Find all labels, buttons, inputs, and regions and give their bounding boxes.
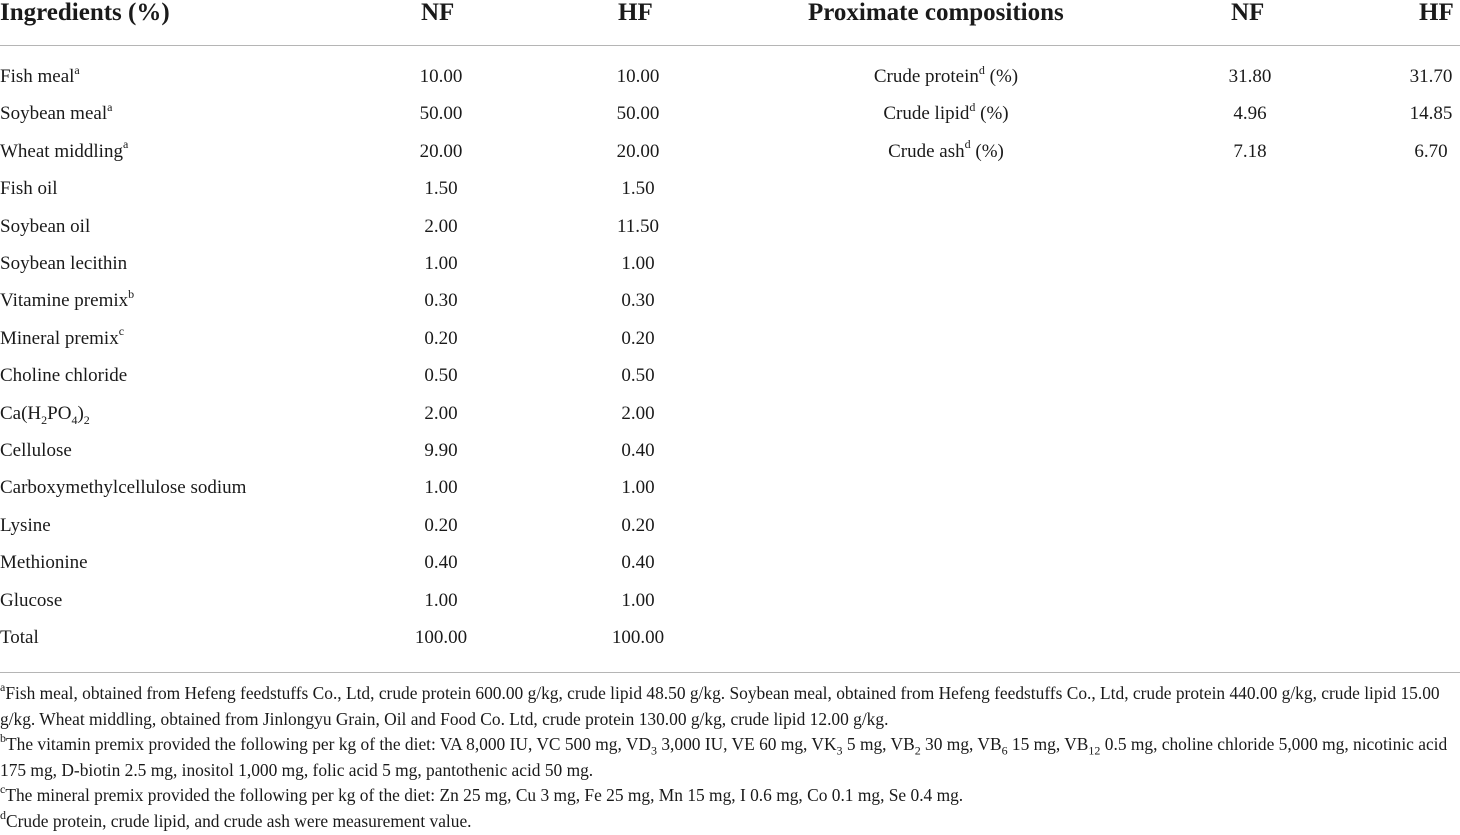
proximate-nf-value: 4.96	[1233, 103, 1267, 125]
ingredient-name: Fish oil	[0, 178, 58, 200]
ingredient-name: Cellulose	[0, 440, 72, 461]
footnote-b: $^b$The vitamin premix provided the following per kg of the diet: VA 8,000 IU, VC 500 mg, $VD_3$ 3,000 IU, VE 60 mg, $VK_3$ 5 mg, $VB_2$ 30 mg, $VB_6$ 15 mg, $VB_{12}$ 0.5 mg, choline chloride 5,000 mg, nicotinic acid 175 mg, D-biotin 2.5 mg, inositol 1,000 mg, folic acid 5 mg, pantothenic acid 50 mg.	[0, 731, 1448, 780]
ingredient-name: Choline chloride	[0, 365, 128, 387]
ingredient-hf-value: 2.00	[621, 402, 655, 424]
header-nf: NF	[421, 0, 455, 26]
footnote-c: $^c$The mineral premix provided the following per kg of the diet: Zn 25 mg, Cu 3 mg, Fe 25 mg, Mn 15 mg, I 0.6 mg, Co 0.1 mg, Se 0.4 mg.	[0, 782, 964, 805]
ingredient-nf-value: 0.50	[424, 365, 458, 387]
ingredient-hf-value: 0.30	[621, 290, 655, 312]
footnotes	[0, 681, 1460, 834]
header-rule	[0, 45, 1460, 46]
ingredient-name: Lysine	[0, 514, 51, 536]
ingredient-nf-value: 1.00	[424, 589, 458, 611]
ingredient-name: Mineral premix$^c$	[0, 324, 125, 349]
proximate-hf-value: 6.70	[1414, 140, 1448, 162]
ingredient-nf-value: 0.30	[424, 290, 458, 312]
ingredient-hf-value: 100.00	[611, 627, 665, 648]
ingredient-nf-value: 0.40	[424, 552, 458, 574]
ingredient-hf-value: 0.20	[621, 514, 655, 536]
ingredient-hf-value: 0.50	[621, 365, 655, 387]
proximate-hf-value: 31.70	[1409, 66, 1453, 87]
ingredient-hf-value: 0.40	[621, 552, 655, 574]
proximate-name: Crude protein$^d$ (%)	[873, 62, 1019, 87]
ingredient-name: Vitamine premix$^b$	[0, 287, 135, 312]
ingredient-hf-value: 1.50	[621, 178, 655, 200]
proximate-hf-value: 14.85	[1409, 103, 1453, 125]
ingredient-name: Soybean lecithin	[0, 253, 128, 274]
ingredient-nf-value: 2.00	[424, 402, 458, 424]
proximate-nf-value: 31.80	[1228, 66, 1272, 87]
footnote-d-text: Crude protein, crude lipid, and crude ash were measurement value.	[6, 810, 472, 831]
ingredient-nf-value: 2.00	[424, 215, 458, 237]
ingredient-hf-value: 50.00	[616, 103, 660, 125]
proximate-nf-value: 7.18	[1233, 140, 1267, 162]
ingredient-nf-value: 100.00	[414, 627, 468, 648]
ingredient-name: Methionine	[0, 552, 88, 574]
ingredient-name: Wheat middling$^a$	[0, 137, 129, 162]
ingredient-nf-value: 1.50	[424, 178, 458, 200]
ingredient-hf-value: 0.40	[621, 440, 655, 461]
ingredient-hf-value: 0.20	[621, 327, 655, 349]
ingredient-name: Fish meal$^a$	[0, 62, 80, 87]
ingredient-name: Total	[0, 627, 39, 648]
ingredient-name: $Ca(H_2PO_4)_2$	[0, 402, 90, 427]
proximate-name: Crude ash$^d$ (%)	[888, 137, 1004, 162]
header-hf: HF	[618, 0, 653, 26]
ingredient-name: Soybean meal$^a$	[0, 100, 113, 125]
footnote-b-text: The vitamin premix provided the following per kg of the diet: VA 8,000 IU, VC 500 mg, $VD_3$ 3,000 IU, VE 60 mg, $VK_3$ 5 mg, $VB_2$ 30 mg, $VB_6$ 15 mg, $VB_{12}$ 0.5 mg, choline chloride 5,000 mg, nicotinic acid 175 mg, D-biotin 2.5 mg, inositol 1,000 mg, folic acid 5 mg, pantothenic acid 50 mg.	[0, 734, 1448, 780]
ingredient-name: Soybean oil	[0, 215, 91, 237]
ingredient-name: Glucose	[0, 589, 63, 611]
header-proximate: Proximate compositions	[808, 0, 1064, 26]
ingredient-nf-value: 50.00	[419, 103, 463, 125]
header-nf-proximate: NF	[1231, 0, 1265, 26]
footnote-c-text: The mineral premix provided the following per kg of the diet: Zn 25 mg, Cu 3 mg, Fe 25 mg, Mn 15 mg, I 0.6 mg, Co 0.1 mg, Se 0.4 mg.	[5, 785, 964, 805]
footnote-a: $^a$Fish meal, obtained from Hefeng feedstuffs Co., Ltd, crude protein 600.00 g/kg, crude lipid 48.50 g/kg. Soybean meal, obtained from Hefeng feedstuffs Co., Ltd, crude protein 440.00 g/kg, crude lipid 15.00 g/kg. Wheat middling, obtained from Jinlongyu Grain, Oil and Food Co. Ltd, crude protein 130.00 g/kg, crude lipid 12.00 g/kg.	[0, 680, 1440, 729]
header-ingredients: Ingredients (%)	[0, 0, 170, 26]
ingredient-nf-value: 1.00	[424, 253, 458, 274]
ingredient-name: Carboxymethylcellulose sodium	[0, 477, 247, 499]
footnote-d: $^d$Crude protein, crude lipid, and crude ash were measurement value.	[0, 807, 472, 831]
ingredient-hf-value: 1.00	[621, 253, 655, 274]
ingredient-hf-value: 20.00	[616, 140, 660, 162]
ingredient-hf-value: 1.00	[621, 589, 655, 611]
ingredient-nf-value: 9.90	[424, 440, 458, 461]
ingredient-hf-value: 10.00	[616, 66, 660, 87]
ingredient-nf-value: 10.00	[419, 66, 463, 87]
ingredient-nf-value: 0.20	[424, 327, 458, 349]
ingredient-hf-value: 11.50	[616, 215, 660, 237]
footnote-a-text: Fish meal, obtained from Hefeng feedstuffs Co., Ltd, crude protein 600.00 g/kg, crude lipid 48.50 g/kg. Soybean meal, obtained from Hefeng feedstuffs Co., Ltd, crude protein 440.00 g/kg, crude lipid 15.00 g/kg. Wheat middling, obtained from Jinlongyu Grain, Oil and Food Co. Ltd, crude protein 130.00 g/kg, crude lipid 12.00 g/kg.	[0, 683, 1440, 729]
ingredient-nf-value: 20.00	[419, 140, 463, 162]
ingredient-nf-value: 0.20	[424, 514, 458, 536]
ingredient-hf-value: 1.00	[621, 477, 655, 499]
ingredient-nf-value: 1.00	[424, 477, 458, 499]
header-hf-proximate: HF	[1419, 0, 1454, 26]
proximate-name: Crude lipid$^d$ (%)	[883, 100, 1009, 125]
footer-rule	[0, 672, 1460, 673]
